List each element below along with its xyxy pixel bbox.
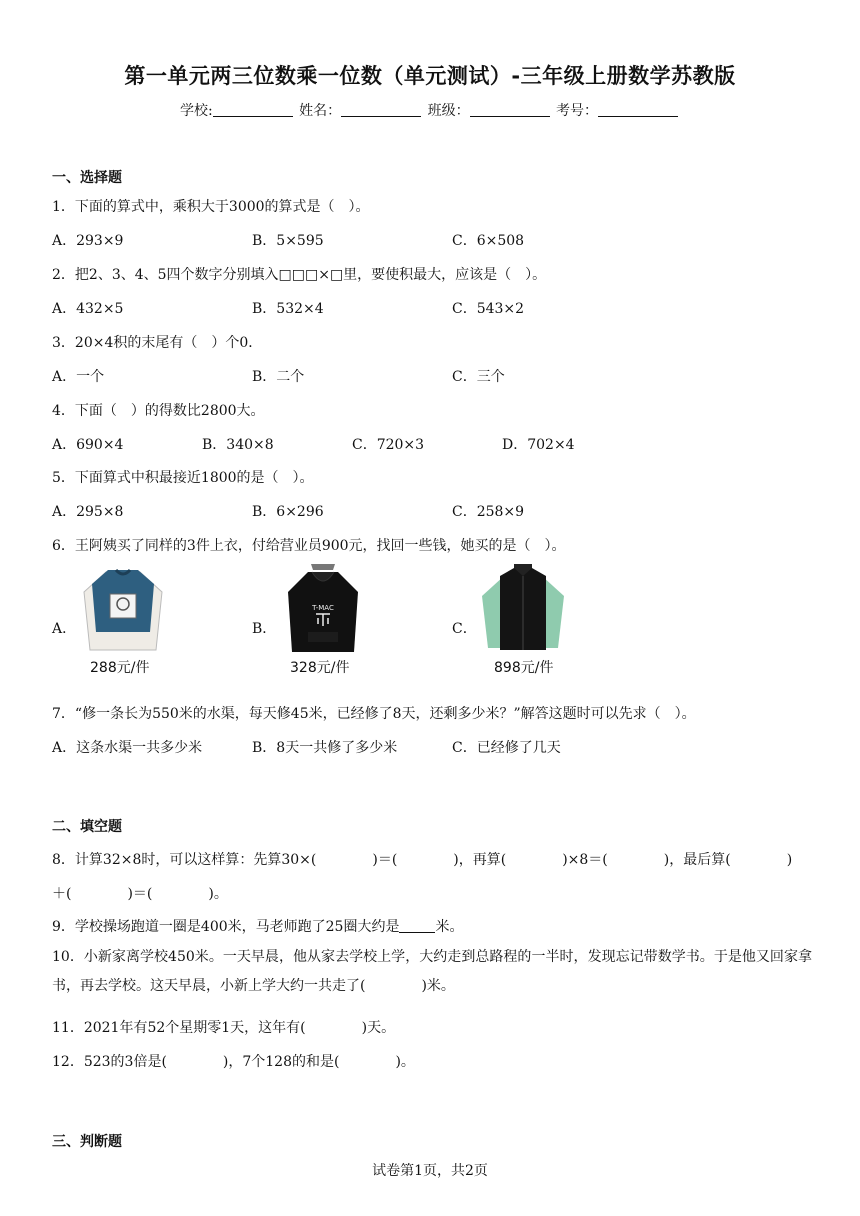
page-footer: 试卷第1页，共2页 — [372, 1163, 488, 1179]
school-blank[interactable] — [213, 102, 293, 117]
option-c[interactable]: C．三个 — [452, 369, 505, 385]
option-c[interactable]: C．258×9 — [452, 504, 525, 520]
question-9-suffix: 米。 — [435, 919, 464, 935]
question-2-options — [52, 298, 812, 318]
option-c[interactable]: C．543×2 — [452, 301, 525, 317]
question-9-prefix: 9．学校操场跑道一圈是400米，马老师跑了25圈大约是 — [52, 919, 400, 935]
question-4-options — [52, 434, 812, 454]
section-heading-fill: 二、填空题 — [52, 819, 122, 835]
section-heading-judge: 三、判断题 — [52, 1134, 122, 1150]
question-5-options — [52, 501, 812, 521]
question-9 — [52, 916, 463, 936]
question-6: 6．王阿姨买了同样的3件上衣，付给营业员900元，找回一些钱，她买的是（ ）。 — [52, 538, 566, 554]
option-c[interactable]: C．已经修了几天 — [452, 740, 561, 756]
option-a[interactable]: A． — [52, 621, 77, 637]
option-b[interactable]: B．532×4 — [252, 301, 324, 317]
student-info-line — [0, 100, 860, 120]
question-8-line-2: ＋( )＝( )。 — [52, 886, 228, 902]
option-a[interactable]: A．295×8 — [52, 504, 124, 520]
question-4: 4．下面（ ）的得数比2800大。 — [52, 403, 265, 419]
option-b[interactable]: B．340×8 — [202, 437, 274, 453]
school-label: 学校: — [179, 103, 213, 119]
jacket-image — [478, 562, 568, 657]
price-a: 288元/件 — [90, 660, 150, 676]
option-a[interactable]: A．690×4 — [52, 437, 124, 453]
question-1: 1．下面的算式中，乘积大于3000的算式是（ ）。 — [52, 199, 370, 215]
question-9-blank[interactable] — [399, 918, 435, 933]
question-7: 7．“修一条长为550米的水渠，每天修45米，已经修了8天，还剩多少米？”解答这题时可以先求（ ）。 — [52, 706, 696, 722]
option-b[interactable]: B．5×595 — [252, 233, 324, 249]
question-7-options — [52, 737, 812, 757]
question-3: 3．20×4积的末尾有（ ）个0． — [52, 335, 263, 351]
question-2: 2．把2、3、4、5四个数字分别填入□□□×□里，要使积最大，应该是（ ）。 — [52, 267, 547, 283]
svg-text:T-MAC: T-MAC — [312, 604, 334, 612]
option-a[interactable]: A．293×9 — [52, 233, 124, 249]
page-title: 第一单元两三位数乘一位数（单元测试）-三年级上册数学苏教版 — [124, 64, 736, 88]
option-a[interactable]: A．一个 — [52, 369, 105, 385]
sweater-image — [78, 562, 168, 657]
option-a[interactable]: A．这条水渠一共多少米 — [52, 740, 203, 756]
option-b[interactable]: B．8天一共修了多少米 — [252, 740, 398, 756]
option-b[interactable]: B．6×296 — [252, 504, 324, 520]
question-11: 11．2021年有52个星期零1天，这年有( )天。 — [52, 1020, 396, 1036]
question-6-options — [52, 562, 812, 682]
option-b[interactable]: B． — [252, 621, 277, 637]
class-label: 班级： — [427, 103, 470, 119]
id-blank[interactable] — [598, 102, 678, 117]
option-d[interactable]: D．702×4 — [502, 437, 575, 453]
hoodie-image — [278, 562, 368, 657]
question-12: 12．523的3倍是( )，7个128的和是( )。 — [52, 1054, 415, 1070]
question-5: 5．下面算式中积最接近1800的是（ ）。 — [52, 470, 314, 486]
question-10: 10．小新家离学校450米。一天早晨，他从家去学校上学，大约走到总路程的一半时，发现忘记带数学书。于是他又回家拿书，再去学校。这天早晨，小新上学大约一共走了( )米。 — [52, 949, 812, 994]
option-a[interactable]: A．432×5 — [52, 301, 124, 317]
question-3-options — [52, 366, 812, 386]
id-label: 考号： — [556, 103, 599, 119]
price-c: 898元/件 — [494, 660, 554, 676]
option-c[interactable]: C． — [452, 621, 477, 637]
name-blank[interactable] — [341, 102, 421, 117]
option-b[interactable]: B．二个 — [252, 369, 305, 385]
class-blank[interactable] — [470, 102, 550, 117]
section-heading-choice: 一、选择题 — [52, 170, 122, 186]
name-label: 姓名： — [299, 103, 342, 119]
question-8-line-1: 8．计算32×8时，可以这样算：先算30×( )＝( )，再算( )×8＝( )，最后算( ) — [52, 852, 793, 868]
price-b: 328元/件 — [290, 660, 350, 676]
option-c[interactable]: C．720×3 — [352, 437, 425, 453]
option-c[interactable]: C．6×508 — [452, 233, 525, 249]
question-1-options — [52, 230, 812, 250]
